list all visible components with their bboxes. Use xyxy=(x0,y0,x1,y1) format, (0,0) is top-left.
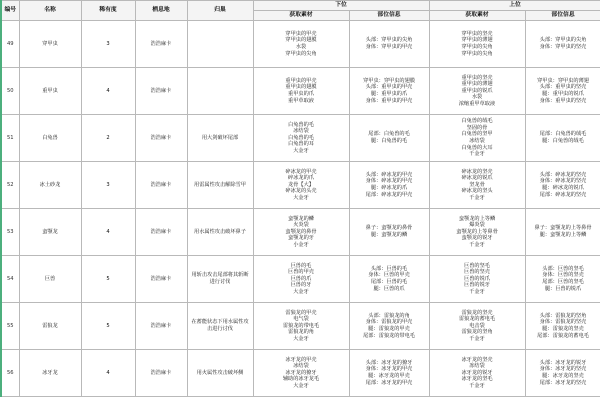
cell-line: 穿甲虫的甲壳 xyxy=(285,30,317,37)
header-id: 编号 xyxy=(1,1,19,21)
cell-line: 腿：碎冰龙的爪 xyxy=(370,185,408,191)
cell-line: 白兔兽的耳 xyxy=(288,141,314,148)
cell-line: 冰结袋 xyxy=(293,128,309,135)
cell-line: 尾部：雷狼龙的蓄电毛 xyxy=(537,332,589,339)
cell-lower-materials xyxy=(253,115,349,162)
cell-lower-parts xyxy=(349,350,429,397)
cell-line: 冰牙龙的坚壳 xyxy=(461,356,493,363)
table-header xyxy=(1,1,600,21)
cell-line: 碎冰龙的头壳 xyxy=(285,188,317,195)
cell-line: 雷狼龙的坚角 xyxy=(461,329,493,336)
cell-lower-parts xyxy=(349,68,429,115)
cell-line: 穿甲虫：穿甲虫的翅膜 xyxy=(363,77,415,84)
cell-line: 腿：蛮颚龙的鳞 xyxy=(370,232,408,238)
cell-id: 56 xyxy=(1,350,19,397)
cell-line: 头部：重甲虫的坚壳 xyxy=(539,84,587,91)
cell-line: 大金牙 xyxy=(293,288,309,295)
cell-upper-parts xyxy=(525,115,600,162)
cell-line: 大金牙 xyxy=(293,335,309,342)
cell-id: 54 xyxy=(1,256,19,303)
cell-line: 蛮颚龙的鳞 xyxy=(288,215,314,222)
header-habitat: 栖息地 xyxy=(135,1,187,21)
cell-line: 重甲草取液 xyxy=(288,97,314,104)
cell-line: 蛮颚龙的牙 xyxy=(288,235,314,242)
cell-lower-materials xyxy=(253,303,349,350)
cell-line: 巨兽的甲壳 xyxy=(288,269,314,276)
cell-line: 头部：碎冰龙的坚壳 xyxy=(539,171,587,178)
cell-line: 冻结袋 xyxy=(469,363,485,370)
cell-rarity: 4 xyxy=(81,209,135,256)
cell-rarity: 5 xyxy=(81,256,135,303)
cell-line: 电气袋 xyxy=(293,316,309,323)
cell-line: 龙骨【大】 xyxy=(288,181,314,188)
cell-line: 鼻子：蛮颚龙的上等鼻骨 xyxy=(534,225,592,232)
cell-line: 尾部：冰牙龙的坚壳 xyxy=(539,379,587,386)
cell-line: 腿：冰牙龙的甲壳 xyxy=(368,373,410,379)
cell-name: 重甲虫 xyxy=(19,68,81,115)
cell-line: 尾部：碎冰龙的坚壳 xyxy=(539,191,587,198)
cell-unlock: 用水属性攻击破坏鼻子 xyxy=(187,209,253,256)
cell-line: 尾部：白兔兽的毛 xyxy=(368,131,410,138)
cell-line: 冰牙龙的坚毛 xyxy=(461,376,493,383)
header-rarity: 稀有度 xyxy=(81,1,135,21)
cell-line: 穿甲虫的尖角 xyxy=(461,50,493,57)
cell-unlock: 在蓄能状态下用水属性攻击进行讨伐 xyxy=(187,303,253,350)
cell-line: 身体：冰牙龙的坚壳 xyxy=(539,366,587,373)
cell-id: 53 xyxy=(1,209,19,256)
cell-upper-materials xyxy=(429,68,525,115)
cell-line: 白兔兽的坚甲 xyxy=(461,131,493,138)
cell-line: 千金牙 xyxy=(469,335,485,342)
cell-upper-parts xyxy=(525,162,600,209)
cell-upper-materials xyxy=(429,115,525,162)
header-upper-parts: 部位信息 xyxy=(525,11,600,21)
cell-line: 腿：蛮颚龙的上等鳞 xyxy=(539,232,587,238)
cell-line: 雷狼龙的蓄电毛 xyxy=(458,316,496,323)
cell-habitat: 浩浩麻卡 xyxy=(135,256,187,303)
cell-line: 重甲虫的甲壳 xyxy=(285,77,317,84)
cell-line: 穿甲虫的尖角 xyxy=(461,44,493,50)
cell-line: 巨兽的爪 xyxy=(290,275,312,282)
header-upper-materials: 获取素材 xyxy=(429,11,525,21)
cell-line: 千金牙 xyxy=(469,151,485,158)
header-upper: 上位 xyxy=(429,1,600,11)
cell-upper-parts xyxy=(525,256,600,303)
cell-line: 千金牙 xyxy=(469,241,485,248)
table-row xyxy=(1,162,600,209)
cell-line: 巨兽的锐爪 xyxy=(464,275,490,282)
cell-line: 浓缩重甲草取液 xyxy=(458,100,496,107)
cell-line: 坚固的骨 xyxy=(466,124,488,131)
cell-rarity: 5 xyxy=(81,303,135,350)
cell-line: 腿：白兔兽的毛 xyxy=(370,138,408,144)
cell-line: 穿甲虫：穿甲虫的薄翅 xyxy=(537,77,589,84)
cell-habitat: 浩浩麻卡 xyxy=(135,350,187,397)
cell-line: 冰牙龙的獠牙 xyxy=(285,369,317,376)
cell-line: 尾部：雷狼龙的带电毛 xyxy=(363,332,415,339)
cell-line: 白兔兽的绒毛 xyxy=(461,118,493,125)
cell-line: 电击袋 xyxy=(469,322,485,329)
cell-line: 重甲虫的薄翅 xyxy=(461,81,493,88)
cell-line: 腿：重甲虫的锐爪 xyxy=(542,91,584,97)
table-row xyxy=(1,350,600,397)
cell-line: 腿：碎冰龙的锐爪 xyxy=(542,185,584,191)
cell-line: 头部：雷狼龙的角 xyxy=(368,312,410,319)
cell-upper-materials xyxy=(429,350,525,397)
cell-line: 辅助的冰牙龙毛 xyxy=(282,376,320,383)
cell-line: 尾部：巨兽的坚毛 xyxy=(542,279,584,285)
cell-line: 腿：重甲虫的爪 xyxy=(370,91,408,97)
cell-line: 身体：重甲虫的坚壳 xyxy=(539,97,587,104)
cell-line: 尾部：碎冰龙的甲壳 xyxy=(365,191,413,198)
cell-line: 千金牙 xyxy=(469,194,485,201)
cell-line: 穿甲虫的尖角 xyxy=(285,50,317,57)
cell-line: 冰牙龙的甲壳 xyxy=(285,356,317,363)
cell-unlock: 用大剑破坏尾部 xyxy=(187,115,253,162)
cell-line: 坚龙骨 xyxy=(469,181,485,188)
cell-line: 冰结袋 xyxy=(469,138,485,144)
cell-line: 碎冰龙的锐爪 xyxy=(461,175,493,182)
cell-unlock xyxy=(187,68,253,115)
cell-lower-parts xyxy=(349,162,429,209)
cell-lower-parts xyxy=(349,209,429,256)
cell-line: 身体：巨兽的坚壳 xyxy=(542,272,584,279)
cell-line: 蛮颚龙的鼻骨 xyxy=(285,228,317,235)
table-row xyxy=(1,115,600,162)
cell-line: 头部：重甲虫的甲壳 xyxy=(365,84,413,91)
cell-upper-parts xyxy=(525,303,600,350)
cell-rarity: 4 xyxy=(81,68,135,115)
cell-line: 身体：巨兽的甲壳 xyxy=(368,272,410,279)
cell-line: 身体：雷狼龙的坚壳 xyxy=(539,319,587,326)
cell-line: 雷狼龙的坚壳 xyxy=(461,309,493,316)
cell-line: 大金牙 xyxy=(293,147,309,154)
cell-line: 身体：碎冰龙的甲壳 xyxy=(365,178,413,185)
cell-rarity: 3 xyxy=(81,21,135,68)
cell-id: 51 xyxy=(1,115,19,162)
cell-line: 穿甲虫的坚壳 xyxy=(461,30,493,37)
cell-line: 大金牙 xyxy=(293,194,309,201)
cell-line: 千金牙 xyxy=(469,382,485,389)
cell-line: 腿：冰牙龙的坚壳 xyxy=(542,373,584,379)
cell-rarity: 3 xyxy=(81,162,135,209)
cell-line: 头部：穿甲虫的尖角 xyxy=(365,37,413,44)
cell-line: 碎冰龙的甲壳 xyxy=(285,168,317,175)
cell-line: 冰结袋 xyxy=(293,363,309,370)
header-lower-materials: 获取素材 xyxy=(253,11,349,21)
cell-line: 重甲虫的坚壳 xyxy=(461,74,493,81)
cell-line: 重甲虫的锐爪 xyxy=(461,87,493,94)
cell-habitat: 浩浩麻卡 xyxy=(135,209,187,256)
cell-line: 头部：雷狼龙的坚角 xyxy=(539,312,587,319)
cell-rarity: 2 xyxy=(81,115,135,162)
cell-lower-parts xyxy=(349,303,429,350)
cell-rarity: 4 xyxy=(81,350,135,397)
cell-line: 头部：冰牙龙的锐牙 xyxy=(539,359,587,366)
cell-upper-materials xyxy=(429,21,525,68)
cell-line: 身体：重甲虫的甲壳 xyxy=(365,97,413,104)
cell-line: 重甲虫的翅膜 xyxy=(285,84,317,91)
cell-line: 白兔兽的毛 xyxy=(288,121,314,128)
cell-line: 巨兽的坚壳 xyxy=(464,269,490,276)
cell-habitat: 浩浩麻卡 xyxy=(135,303,187,350)
cell-line: 白兔兽的大耳 xyxy=(461,144,493,151)
cell-upper-parts xyxy=(525,68,600,115)
cell-line: 小金牙 xyxy=(293,241,309,248)
cell-id: 55 xyxy=(1,303,19,350)
cell-line: 雷狼龙的甲壳 xyxy=(285,309,317,316)
cell-line: 腿：雷狼龙的甲壳 xyxy=(368,326,410,332)
cell-name: 白兔兽 xyxy=(19,115,81,162)
table-row xyxy=(1,21,600,68)
cell-upper-parts xyxy=(525,209,600,256)
header-unlock: 归巢 xyxy=(187,1,253,21)
cell-line: 大金牙 xyxy=(293,382,309,389)
cell-line: 巨兽的牙 xyxy=(290,282,312,289)
cell-lower-materials xyxy=(253,256,349,303)
cell-lower-parts xyxy=(349,256,429,303)
cell-line: 身体：冰牙龙的甲壳 xyxy=(365,366,413,373)
cell-line: 巨兽的坚毛 xyxy=(464,262,490,269)
cell-lower-materials xyxy=(253,350,349,397)
cell-unlock: 用火属性攻击破坏侧 xyxy=(187,350,253,397)
cell-line: 雷狼龙的角 xyxy=(288,329,314,336)
cell-name: 雷狼龙 xyxy=(19,303,81,350)
cell-line: 巨兽的毛 xyxy=(290,262,312,269)
cell-line: 头部：碎冰龙的甲壳 xyxy=(365,171,413,178)
cell-line: 巨兽的锐牙 xyxy=(464,282,490,289)
cell-name: 冰牙龙 xyxy=(19,350,81,397)
cell-line: 腿：白兔兽的绒毛 xyxy=(542,138,584,144)
cell-id: 52 xyxy=(1,162,19,209)
header-name: 名称 xyxy=(19,1,81,21)
cell-upper-parts xyxy=(525,21,600,68)
table-row xyxy=(1,303,600,350)
table-body xyxy=(1,21,600,397)
cell-line: 头部：冰牙龙的獠牙 xyxy=(365,359,413,366)
cell-line: 头部：巨兽的坚毛 xyxy=(542,265,584,272)
cell-line: 水袋 xyxy=(471,94,483,101)
cell-id: 50 xyxy=(1,68,19,115)
cell-line: 头部：巨兽的毛 xyxy=(370,265,408,272)
cell-line: 蛮颚龙的锐牙 xyxy=(461,235,493,242)
cell-line: 重甲虫的爪 xyxy=(288,91,314,97)
cell-line: 身体：雷狼龙的甲壳 xyxy=(365,319,413,326)
cell-line: 尾部：冰牙龙的甲壳 xyxy=(365,379,413,386)
cell-line: 爆炎袋 xyxy=(469,222,485,229)
cell-line: 尾部：巨兽的毛 xyxy=(370,279,408,285)
cell-lower-parts xyxy=(349,115,429,162)
cell-line: 鼻子：蛮颚龙的鼻骨 xyxy=(365,225,413,232)
cell-line: 蛮颚龙的上等鳞 xyxy=(458,215,496,222)
cell-lower-materials xyxy=(253,209,349,256)
cell-unlock: 用斩击攻击尾部将其斩断进行讨伐 xyxy=(187,256,253,303)
cell-line: 穿甲虫的翅膜 xyxy=(285,37,317,44)
table-row xyxy=(1,68,600,115)
cell-upper-materials xyxy=(429,162,525,209)
cell-habitat: 浩浩麻卡 xyxy=(135,115,187,162)
cell-line: 身体：穿甲虫的甲壳 xyxy=(365,44,413,50)
cell-line: 碎冰龙的坚壳 xyxy=(461,168,493,175)
cell-name: 蛮颚龙 xyxy=(19,209,81,256)
cell-line: 千金牙 xyxy=(469,288,485,295)
cell-unlock: 用雷属性攻击解除雪甲 xyxy=(187,162,253,209)
cell-line: 蛮颚龙的上等鼻骨 xyxy=(456,228,498,235)
cell-line: 雷狼龙的带电毛 xyxy=(282,322,320,329)
cell-line: 水袋 xyxy=(295,44,307,50)
cell-line: 碎冰龙的爪 xyxy=(288,175,314,182)
cell-line: 腿：雷狼龙的坚壳 xyxy=(542,326,584,332)
cell-line: 冰牙龙的锐牙 xyxy=(461,369,493,376)
table-row xyxy=(1,256,600,303)
cell-line: 穿甲虫的薄翅 xyxy=(461,37,493,44)
cell-lower-parts xyxy=(349,21,429,68)
cell-line: 火炎袋 xyxy=(293,222,309,229)
cell-line: 身体：碎冰龙的坚壳 xyxy=(539,178,587,185)
cell-name: 穿甲虫 xyxy=(19,21,81,68)
cell-unlock xyxy=(187,21,253,68)
cell-lower-materials xyxy=(253,162,349,209)
header-lower: 下位 xyxy=(253,1,429,11)
cell-habitat: 浩浩麻卡 xyxy=(135,162,187,209)
cell-line: 碎冰龙的坚头 xyxy=(461,188,493,195)
cell-line: 腿：巨兽的锐爪 xyxy=(544,285,582,292)
cell-habitat: 浩浩麻卡 xyxy=(135,68,187,115)
cell-id: 49 xyxy=(1,21,19,68)
cell-upper-materials xyxy=(429,256,525,303)
cell-habitat: 浩浩麻卡 xyxy=(135,21,187,68)
cell-line: 身体：穿甲虫的坚壳 xyxy=(539,44,587,50)
header-lower-parts: 部位信息 xyxy=(349,11,429,21)
cell-upper-materials xyxy=(429,303,525,350)
table-row xyxy=(1,209,600,256)
cell-line: 腿：巨兽的爪 xyxy=(373,285,405,292)
cell-line: 尾部：白兔兽的绒毛 xyxy=(539,131,587,138)
cell-line: 头部：穿甲虫的尖角 xyxy=(539,37,587,44)
cell-name: 巨兽 xyxy=(19,256,81,303)
cell-name: 冰土砂龙 xyxy=(19,162,81,209)
cell-upper-materials xyxy=(429,209,525,256)
cell-lower-materials xyxy=(253,21,349,68)
cell-lower-materials xyxy=(253,68,349,115)
cell-line: 白兔兽的毛 xyxy=(288,134,314,141)
cell-upper-parts xyxy=(525,350,600,397)
